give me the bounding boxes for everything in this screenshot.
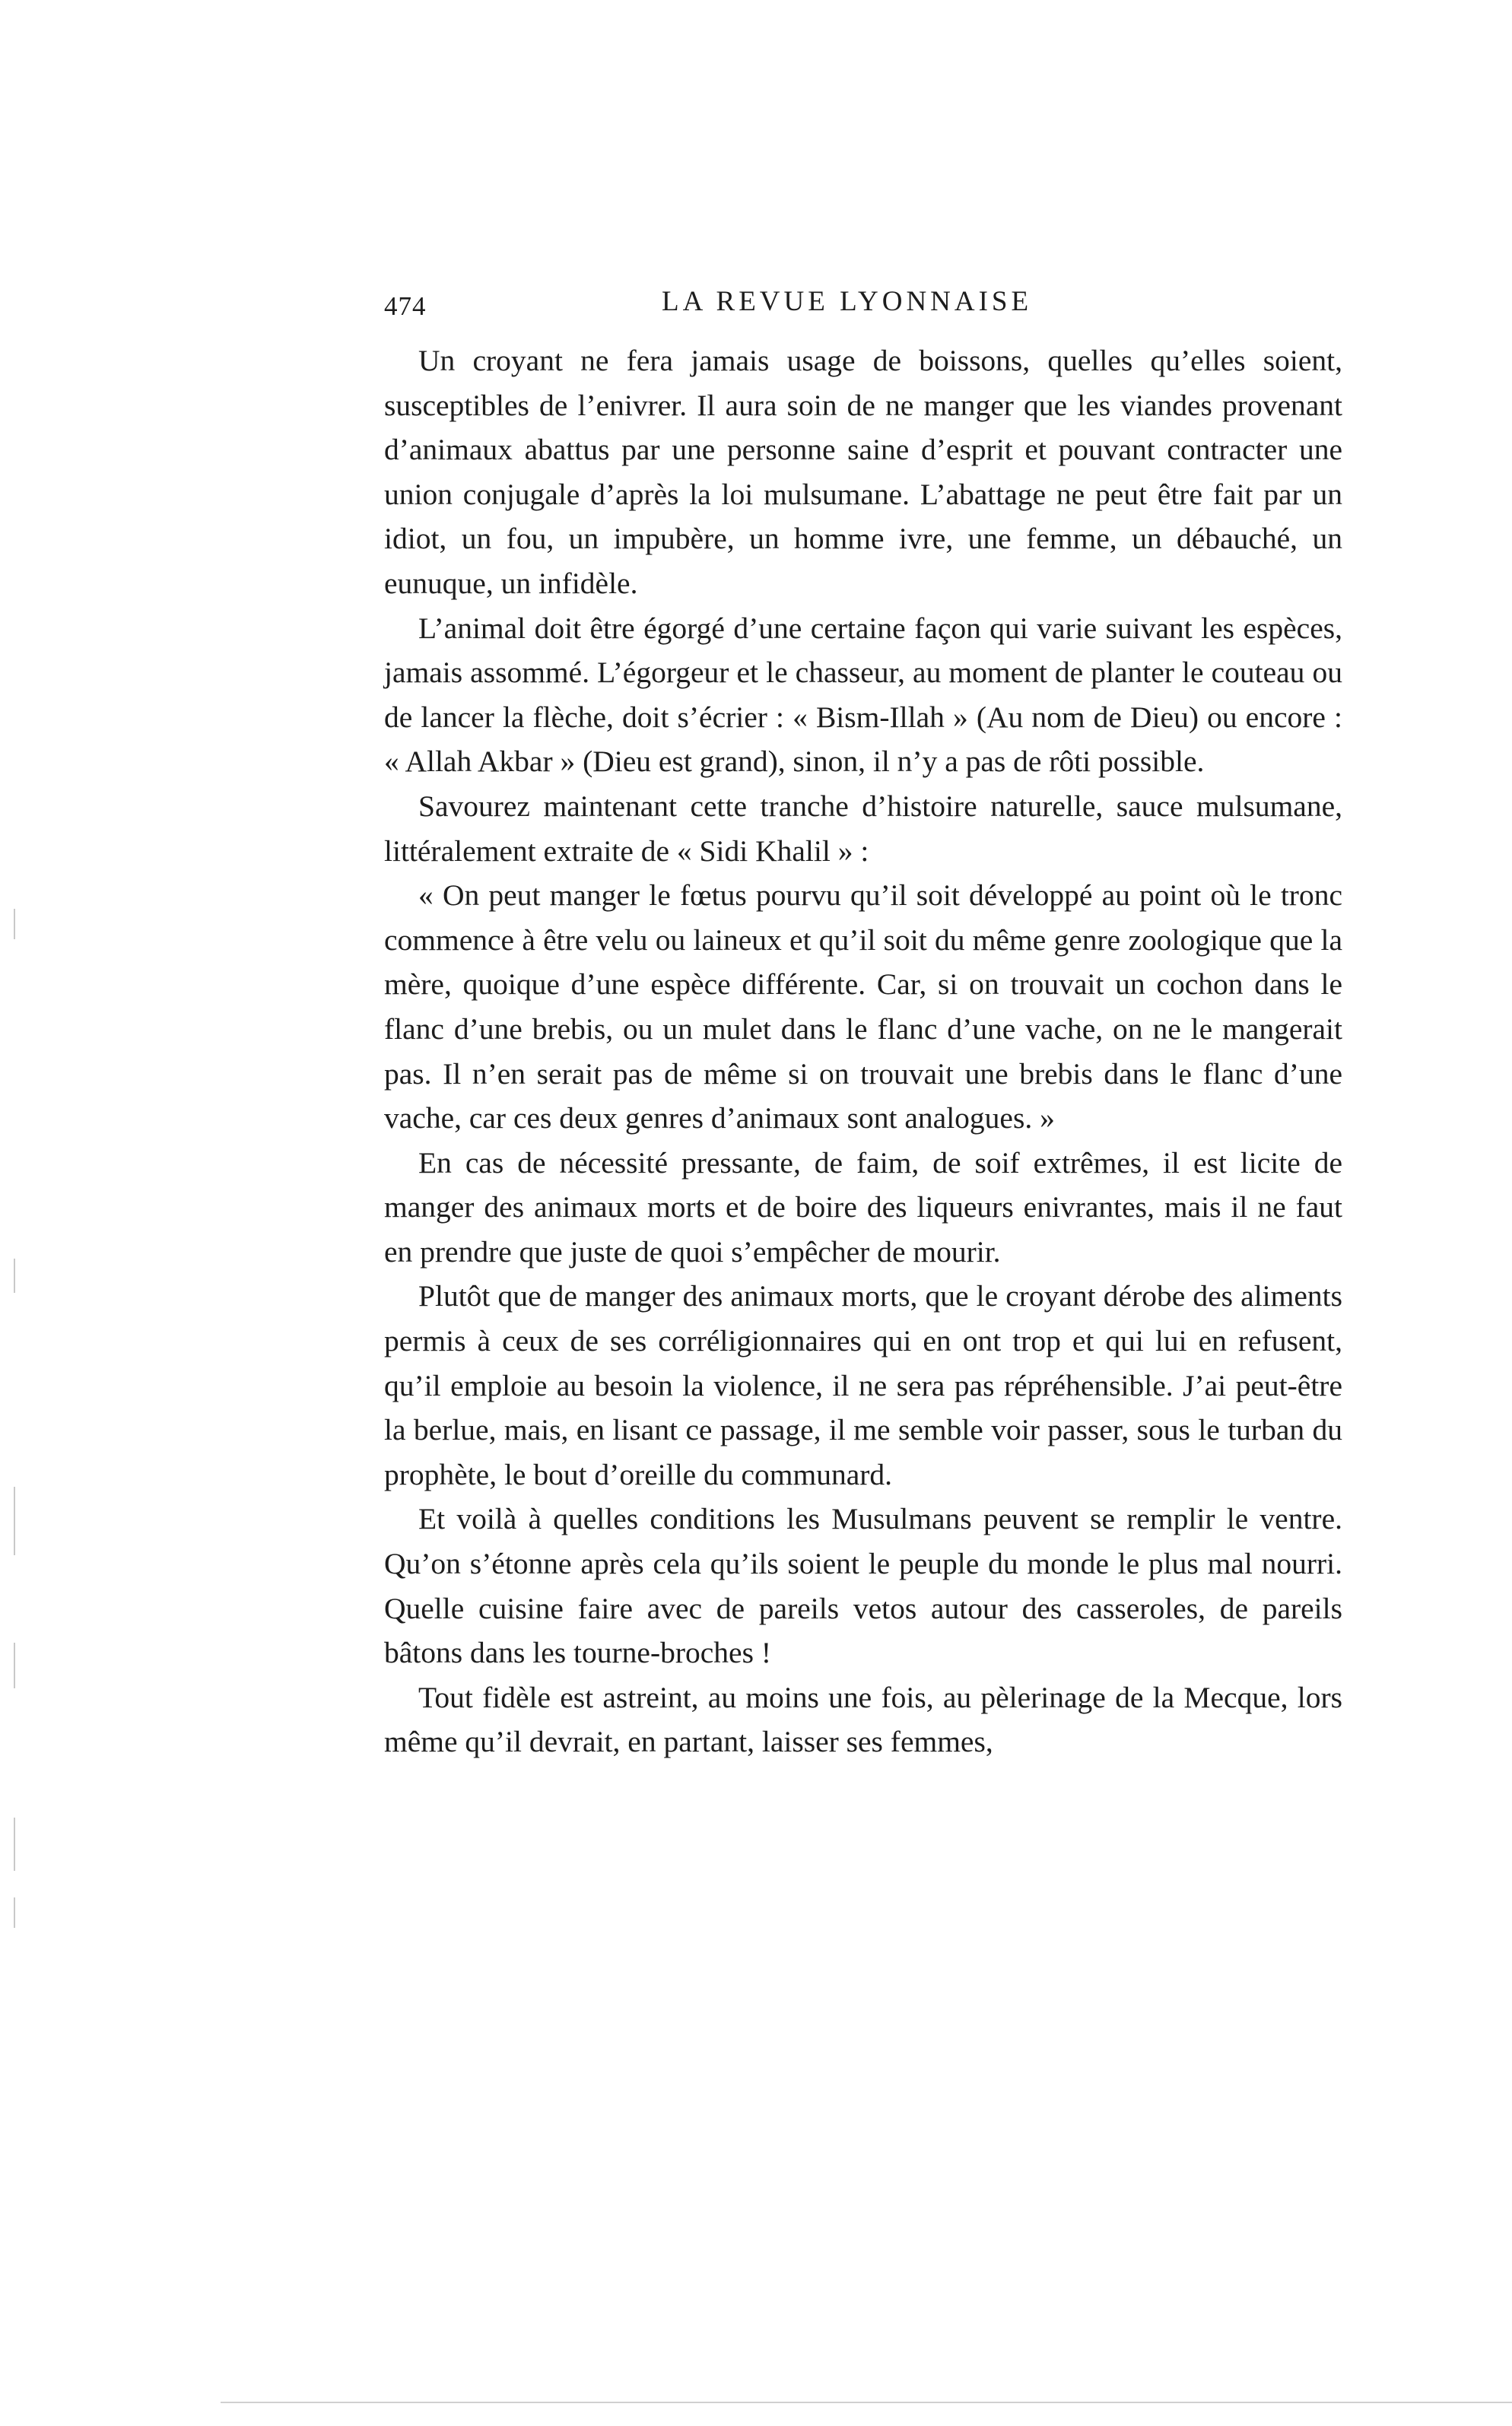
paragraph: Un croyant ne fera jamais usage de boissons, quelles qu’elles soient, susceptibles de l’enivrer. Il aura soin de ne manger que les viandes provenant d’animaux abattus par une personne saine d’esprit et pouvant contracter une union conjugale d’après la loi mulsumane. L’abattage ne peut être fait par un idiot, un fou, un impubère, un homme ivre, une femme, un débauché, un eunuque, un infidèle.: [384, 344, 1342, 600]
scan-artifact: [14, 1643, 15, 1688]
scan-artifact: [14, 909, 15, 939]
running-title: LA REVUE LYONNAISE: [662, 286, 1033, 317]
paragraph: Plutôt que de manger des animaux morts, que le croyant dérobe des aliments permis à ceux de ses corréligionnaires qui en ont trop et qui lui en refusent, qu’il emploie au besoin la violence, il ne sera pas répréhensible. J’ai peut-être la berlue, mais, en lisant ce passage, il me semble voir passer, sous le turban du prophète, le bout d’oreille du communard.: [384, 1279, 1342, 1491]
page-header: [384, 285, 1346, 331]
paragraph: En cas de nécessité pressante, de faim, de soif extrêmes, il est licite de manger des animaux morts et de boire des liqueurs enivrantes, mais il ne faut en prendre que juste de quoi s’empêcher de mourir.: [384, 1145, 1342, 1269]
quotation-paragraph: « On peut manger le fœtus pourvu qu’il soit développé au point où le tronc commence à être velu ou laineux et qu’il soit du même genre zoologique que la mère, quoique d’une espèce différente. Car, si on trouvait un cochon dans le flanc d’une brebis, ou un mulet dans le flanc d’une vache, on ne le mangerait pas. Il n’en serait pas de même si on trouvait une brebis dans le flanc d’une vache, car ces deux genres d’animaux sont analogues. »: [384, 878, 1342, 1135]
scan-artifact: [14, 1259, 15, 1293]
scan-artifact: [14, 1818, 15, 1871]
paragraph: Savourez maintenant cette tranche d’histoire naturelle, sauce mulsumane, littéralement extraite de « Sidi Khalil » :: [384, 789, 1342, 868]
scan-artifact: [14, 1897, 15, 1928]
paragraph: Tout fidèle est astreint, au moins une fois, au pèlerinage de la Mecque, lors même qu’il devrait, en partant, laisser ses femmes,: [384, 1680, 1342, 1759]
paragraph: L’animal doit être égorgé d’une certaine façon qui varie suivant les espèces, jamais assommé. L’égorgeur et le chasseur, au moment de planter le couteau ou de lancer la flèche, doit s’écrier : « Bism-Illah » (Au nom de Dieu) ou encore : « Allah Akbar » (Dieu est grand), sinon, il n’y a pas de rôti possible.: [384, 611, 1342, 779]
paragraph: Et voilà à quelles conditions les Musulmans peuvent se remplir le ventre. Qu’on s’étonne après cela qu’ils soient le peuple du monde le plus mal nourri. Quelle cuisine faire avec de pareils vetos autour des casseroles, de pareils bâtons dans les tourne-broches !: [384, 1502, 1342, 1670]
scan-bottom-edge: [221, 2402, 1512, 2403]
body-text: [384, 338, 1342, 1764]
page-number: 474: [384, 291, 427, 321]
scan-artifact: [14, 1487, 15, 1555]
